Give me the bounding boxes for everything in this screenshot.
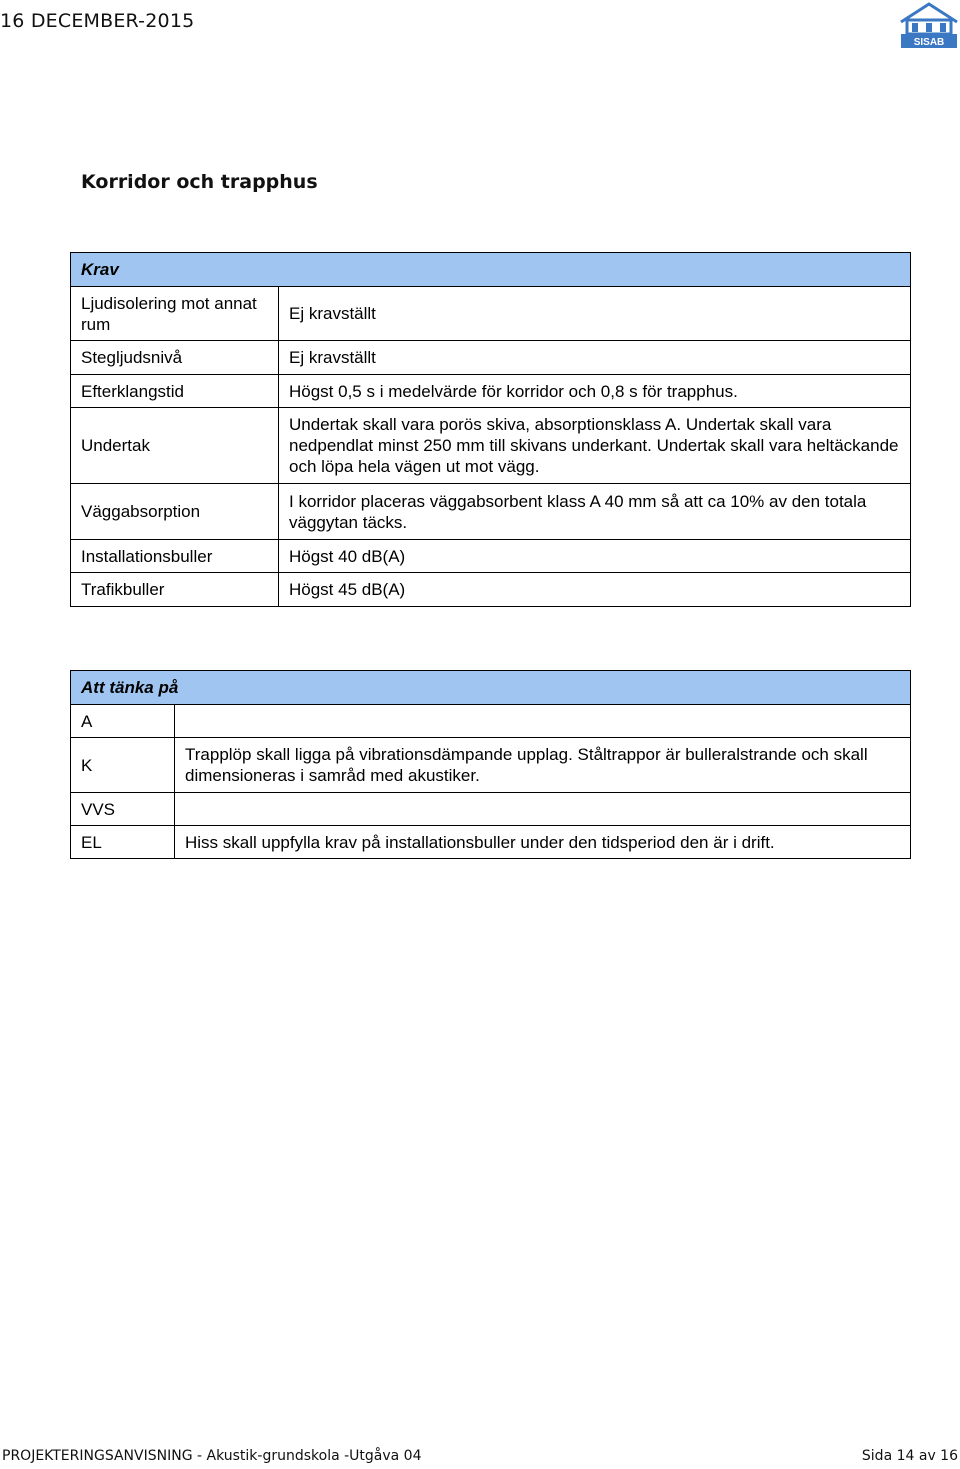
row-label: Trafikbuller — [71, 573, 279, 607]
row-label: Efterklangstid — [71, 375, 279, 408]
footer-document-title: PROJEKTERINGSANVISNING - Akustik-grundskola -Utgåva 04 — [2, 1448, 422, 1464]
table-row — [71, 408, 911, 484]
row-label: Väggabsorption — [71, 484, 279, 540]
logo-text: SISAB — [913, 37, 945, 48]
table-row — [71, 573, 911, 607]
table-row — [71, 375, 911, 408]
row-label: EL — [71, 826, 175, 859]
row-value: Trapplöp skall ligga på vibrationsdämpande upplag. Ståltrappor är bulleralstrande och skall dimensioneras i samråd med akustiker. — [175, 738, 911, 793]
row-label: Undertak — [71, 408, 279, 484]
section-title: Korridor och trapphus — [81, 171, 318, 193]
row-value: Högst 0,5 s i medelvärde för korridor och 0,8 s för trapphus. — [279, 375, 911, 408]
row-label: Stegljudsnivå — [71, 341, 279, 375]
table-row — [71, 287, 911, 341]
header-date: 16 DECEMBER-2015 — [0, 10, 195, 32]
row-value: I korridor placeras väggabsorbent klass A 40 mm så att ca 10% av den totala väggytan täcks. — [279, 484, 911, 540]
row-label: Ljudisolering mot annat rum — [71, 287, 279, 341]
footer-page-number: Sida 14 av 16 — [861, 1448, 958, 1464]
table-row — [71, 826, 911, 859]
requirements-heading: Krav — [71, 253, 911, 287]
table-row — [71, 540, 911, 573]
row-value — [175, 793, 911, 826]
row-value: Hiss skall uppfylla krav på installationsbuller under den tidsperiod den är i drift. — [175, 826, 911, 859]
requirements-table — [70, 252, 911, 607]
considerations-heading: Att tänka på — [71, 671, 911, 705]
row-value — [175, 705, 911, 738]
table-row — [71, 738, 911, 793]
table-row — [71, 484, 911, 540]
considerations-table — [70, 670, 911, 859]
row-value: Ej kravställt — [279, 341, 911, 375]
table-row — [71, 793, 911, 826]
row-value: Högst 45 dB(A) — [279, 573, 911, 607]
row-value: Ej kravställt — [279, 287, 911, 341]
row-label: Installationsbuller — [71, 540, 279, 573]
table-row — [71, 705, 911, 738]
row-label: K — [71, 738, 175, 793]
row-label: VVS — [71, 793, 175, 826]
sisab-house-logo-icon — [898, 0, 960, 50]
row-value: Högst 40 dB(A) — [279, 540, 911, 573]
row-value: Undertak skall vara porös skiva, absorptionsklass A. Undertak skall vara nedpendlat minst 250 mm till skivans underkant. Undertak skall vara heltäckande och löpa hela vägen ut mot vägg. — [279, 408, 911, 484]
row-label: A — [71, 705, 175, 738]
table-row — [71, 341, 911, 375]
